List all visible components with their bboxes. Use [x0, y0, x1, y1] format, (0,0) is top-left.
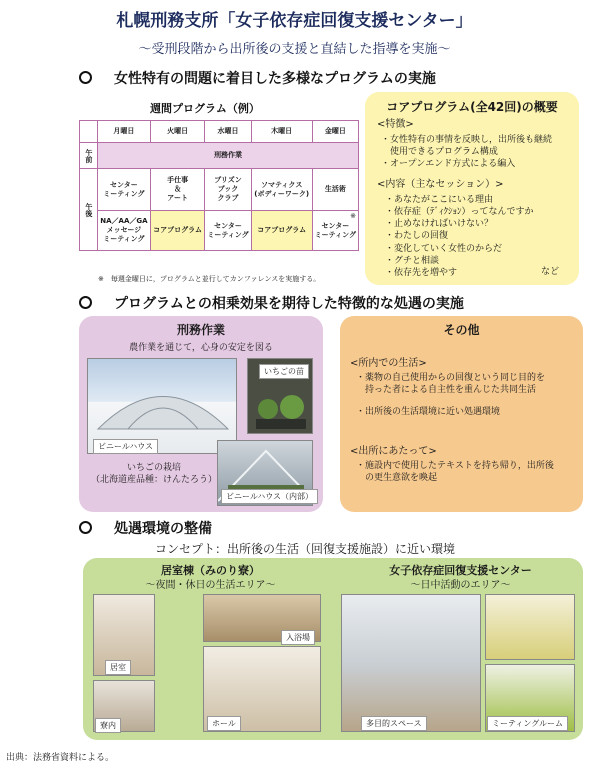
content-label: <内容（主なセッション）>	[377, 179, 504, 190]
note-mark: ※	[350, 212, 356, 220]
week-footnote: ※ 毎週金曜日に，プログラムと並行してカンファレンスを実施する。	[98, 275, 321, 283]
pm-cell-core: コアプログラム	[150, 211, 205, 251]
section-3-concept: コンセプト：出所後の生活（回復支援施設）に近い環境	[155, 542, 456, 556]
core-program-box	[365, 92, 579, 285]
pm-cell: プリズン ブック クラブ	[205, 169, 251, 211]
photo-label: いちごの苗	[259, 364, 309, 379]
prison-work-box	[79, 316, 323, 512]
prison-work-heading: 刑務作業	[176, 323, 225, 337]
in-list: ・薬物の自己使用からの回復という同じ目的を 持った者による自主性を重んじた共同生活 ・出所後の生活環境に近い処遇環境	[356, 373, 546, 418]
feature-list: ・女性特有の事情を反映し，出所後も継続 使用できるプログラム構成 ・オープンエンド方式による編入	[381, 135, 553, 170]
pm-cell: センター ミーティング ※	[312, 211, 358, 251]
meeting-photo-1	[485, 594, 575, 660]
multipurpose-photo	[341, 594, 481, 732]
day-thu: 木曜日	[251, 121, 312, 143]
other-box	[340, 316, 583, 512]
section-3-heading: 処遇環境の整備	[79, 518, 212, 538]
photo-label: ホール	[207, 716, 241, 731]
photo-label: ビニールハウス	[93, 439, 158, 454]
day-wed: 水曜日	[205, 121, 251, 143]
prison-work-desc: 農作業を通じて，心身の安定を図る	[129, 343, 273, 353]
page-title: 札幌刑務支所「女子依存症回復支援センター」	[116, 11, 473, 31]
center-title: 女子依存症回復支援センター	[389, 564, 532, 577]
out-label: <出所にあたって>	[350, 446, 437, 457]
week-table	[79, 120, 359, 251]
dorm-title: 居室棟（みのり寮）	[161, 564, 260, 577]
photo-label: 寮内	[95, 718, 121, 733]
photo-label: ミーティングルーム	[487, 716, 568, 731]
pm-cell: ソマティクス (ボディーワーク)	[251, 169, 312, 211]
session-list: ・あなたがここにいる理由 ・依存症（ﾃﾞｨｸｼｮﾝ）ってなんですか ・止めなければいけない？ ・わたしの回復 ・変化していく女性のからだ ・グチと相談 ・依存先を増やす	[385, 195, 534, 278]
photo-label: ビニールハウス（内部）	[221, 489, 318, 504]
pm-cell: センター ミーティング	[205, 211, 251, 251]
pm-cell: 生活術	[312, 169, 358, 211]
in-label: <所内での生活>	[350, 358, 427, 369]
pm-cell: 手仕事 ＆ アート	[150, 169, 205, 211]
photo-label: 居室	[105, 660, 131, 675]
source-note: 出典：法務省資料による。	[6, 753, 115, 763]
core-heading: コアプログラム(全42回)の概要	[386, 100, 558, 114]
circle-mark-icon	[79, 521, 92, 534]
week-caption: 週間プログラム（例）	[150, 102, 260, 115]
dorm-sub: ～夜間・休日の生活エリア～	[145, 580, 276, 591]
other-heading: その他	[443, 323, 480, 337]
section-2-heading: プログラムとの相乗効果を期待した特徴的な処遇の実施	[79, 293, 464, 313]
day-fri: 金曜日	[312, 121, 358, 143]
page-subtitle: ～受刑段階から出所後の支援と直結した指導を実施～	[138, 42, 451, 57]
day-mon: 月曜日	[98, 121, 151, 143]
am-label: 午前	[80, 143, 98, 169]
pm-cell: センター ミーティング	[98, 169, 151, 211]
feature-label: <特徴>	[377, 119, 414, 130]
out-list: ・施設内で使用したテキストを持ち帰り，出所後 の更生意欲を喚起	[356, 461, 554, 484]
circle-mark-icon	[79, 71, 92, 84]
section-1-heading: 女性特有の問題に着目した多様なプログラムの実施	[79, 68, 436, 88]
environment-box	[83, 558, 583, 740]
am-work: 刑務作業	[98, 143, 359, 169]
strawberry-caption: いちごの栽培 （北海道産品種：けんたろう）	[90, 463, 217, 486]
pm-cell-core: コアプログラム	[251, 211, 312, 251]
day-tue: 火曜日	[150, 121, 205, 143]
circle-mark-icon	[79, 296, 92, 309]
session-etc: など	[540, 267, 559, 277]
pm-cell: NA／AA／GA メッセージ ミーティング	[98, 211, 151, 251]
photo-label: 多目的スペース	[361, 716, 427, 731]
photo-label: 入浴場	[281, 630, 315, 645]
center-sub: ～日中活動のエリア～	[410, 580, 511, 591]
pm-label: 午後	[80, 169, 98, 251]
